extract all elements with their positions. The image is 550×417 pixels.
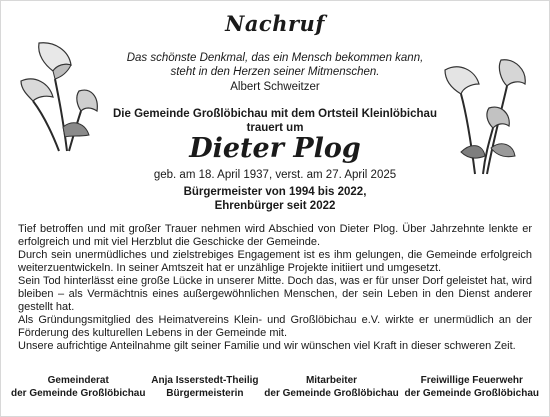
signatories <box>11 374 539 400</box>
signatory-name: Anja Isserstedt-Theilig <box>151 375 259 386</box>
body-paragraph: Tief betroffen und mit großer Trauer nehmen wird Abschied von Dieter Plog. Über Jahrzehnte lenkte er erfolgreich und mit viel Herzblut die Geschicke der Gemeinde. <box>18 223 532 248</box>
signatory-name: Freiwillige Feuerwehr <box>420 375 523 386</box>
community-line-2: trauert um <box>246 122 304 134</box>
signatory-staff <box>264 374 398 400</box>
community-line-1: Die Gemeinde Großlöbichau mit dem Ortsteil Kleinlöbichau <box>113 108 437 120</box>
community-statement <box>81 107 469 135</box>
role-honorary-citizen: Ehrenbürger seit 2022 <box>214 200 336 212</box>
quote-author: Albert Schweitzer <box>230 81 320 93</box>
signatory-name: Mitarbeiter <box>305 375 358 386</box>
body-paragraph: Sein Tod hinterlässt eine große Lücke in unserer Mitte. Doch das, was er für unser Dorf geleistet hat, wird bleiben – als Vermächtnis eines außergewöhnlichen Menschen, der sein Leben in den Dienst anderer gestellt hat. <box>18 275 532 313</box>
obituary-body <box>18 223 532 353</box>
deceased-roles <box>1 185 549 213</box>
signatory-name: Gemeinderat <box>47 375 109 386</box>
signatory-affiliation: der Gemeinde Großlöbichau <box>404 388 539 399</box>
deceased-name: Dieter Plog <box>189 133 361 164</box>
body-paragraph: Als Gründungsmitglied des Heimatvereins Klein- und Großlöbichau e.V. wirkte er unermüdlich an der Förderung des kulturellen Lebens in der Gemeinde mit. <box>18 314 532 339</box>
signatory-affiliation: Bürgermeisterin <box>166 388 244 399</box>
signatory-affiliation: der Gemeinde Großlöbichau <box>11 388 146 399</box>
role-mayor: Bürgermeister von 1994 bis 2022, <box>183 186 367 198</box>
quote-line-1: Das schönste Denkmal, das ein Mensch bekommen kann, <box>126 52 424 64</box>
life-dates: geb. am 18. April 1937, verst. am 27. April 2025 <box>153 169 397 181</box>
body-paragraph: Durch sein unermüdliches und zielstrebiges Engagement ist es ihm gelungen, die Gemeinde erfolgreich weiterzuentwickeln. In seiner Amtszeit hat er unzählige Projekte initiiert und umgesetzt. <box>18 249 532 274</box>
notice-heading: Nachruf <box>225 11 325 36</box>
signatory-council <box>11 374 145 400</box>
quote-line-2: steht in den Herzen seiner Mitmenschen. <box>170 66 380 78</box>
quote <box>96 51 454 79</box>
signatory-affiliation: der Gemeinde Großlöbichau <box>264 388 399 399</box>
signatory-fire-brigade <box>405 374 539 400</box>
body-paragraph: Unsere aufrichtige Anteilnahme gilt seiner Familie und wir wünschen viel Kraft in dieser schweren Zeit. <box>18 340 516 352</box>
signatory-mayor <box>151 374 258 400</box>
